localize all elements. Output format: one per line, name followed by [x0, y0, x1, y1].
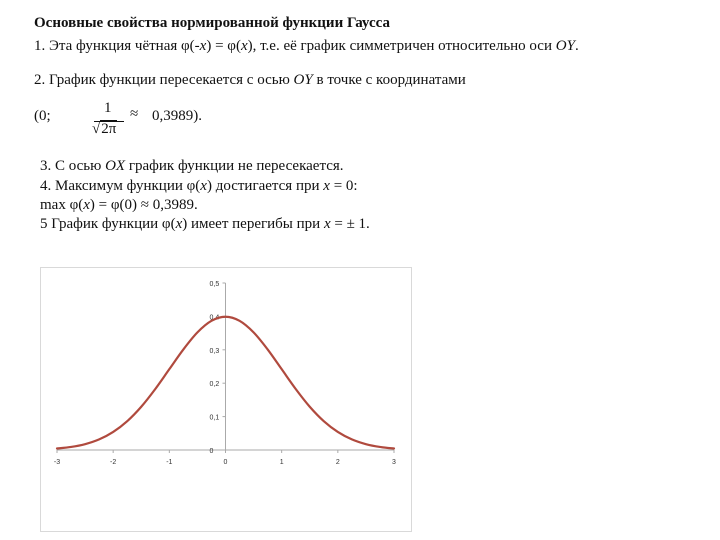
max-part-b: ) = φ(0) ≈ 0,3989. [89, 197, 198, 213]
property-1-part-b: ) = φ( [206, 38, 241, 54]
formula-approx-sign: ≈ [130, 106, 139, 122]
property-5-part-b: ) имеет перегибы при [182, 216, 324, 232]
formula-denominator: √2π [92, 121, 117, 137]
y-tick-label: 0,1 [209, 414, 220, 422]
variable-x: x [175, 216, 183, 232]
gauss-chart-svg [40, 267, 412, 532]
y-tick-label: 0,2 [209, 381, 220, 389]
x-tick-label: -3 [53, 459, 61, 466]
property-4-part-b: ) достигается при [206, 178, 324, 194]
property-3-part-a: 3. С осью [40, 158, 106, 174]
x-tick-label: 3 [392, 459, 396, 466]
property-1-text [34, 37, 579, 55]
property-1-part-d: . [574, 38, 579, 54]
y-tick-label: 0,4 [209, 314, 220, 322]
variable-x: x [83, 197, 90, 213]
y-tick-label: 0 [209, 448, 214, 455]
axis-oy-name: OY [555, 38, 575, 54]
variable-x: x [323, 216, 331, 232]
property-3-text [40, 157, 344, 175]
y-tick-label: 0,5 [209, 281, 220, 288]
variable-x: x [240, 38, 248, 54]
x-tick-label: 1 [279, 459, 284, 466]
property-2-part-b: в точке с координатами [312, 72, 466, 88]
axis-ox-name: OX [105, 158, 126, 174]
max-part-a: max φ( [40, 197, 84, 213]
property-1-part-c: ), т.е. её график симметричен относительно оси [247, 38, 556, 54]
page-title: Основные свойства нормированной функции Гаусса [34, 15, 390, 31]
axis-oy-name: OY [293, 72, 313, 88]
max-value-text [40, 196, 198, 214]
property-1-part-a: 1. Эта функция чётная φ(- [34, 38, 200, 54]
variable-x: x [200, 178, 207, 194]
formula-radicand: 2π [101, 121, 117, 137]
property-5-text [40, 215, 370, 233]
property-2-part-a: 2. График функции пересекается с осью [34, 72, 294, 88]
variable-x: x [323, 178, 330, 194]
property-5-part-a: 5 График функции φ( [40, 216, 176, 232]
x-tick-label: 2 [335, 459, 340, 466]
gauss-chart [40, 267, 412, 532]
x-tick-label: -2 [110, 459, 117, 466]
property-2-text [34, 71, 466, 89]
property-4-part-a: 4. Максимум функции φ( [40, 178, 201, 194]
intercept-formula [34, 100, 234, 142]
formula-value: 0,3989). [152, 108, 202, 124]
formula-numerator: 1 [104, 100, 112, 116]
formula-open: (0; [34, 108, 51, 124]
y-tick-label: 0,3 [209, 347, 220, 355]
x-tick-label: -1 [166, 459, 173, 466]
x-tick-label: 0 [223, 459, 228, 466]
property-4-part-c: = 0: [329, 178, 358, 194]
variable-x: x [199, 38, 207, 54]
property-4-text [40, 177, 358, 195]
property-3-part-b: график функции не пересекается. [125, 158, 344, 174]
property-5-part-c: = ± 1. [330, 216, 370, 232]
